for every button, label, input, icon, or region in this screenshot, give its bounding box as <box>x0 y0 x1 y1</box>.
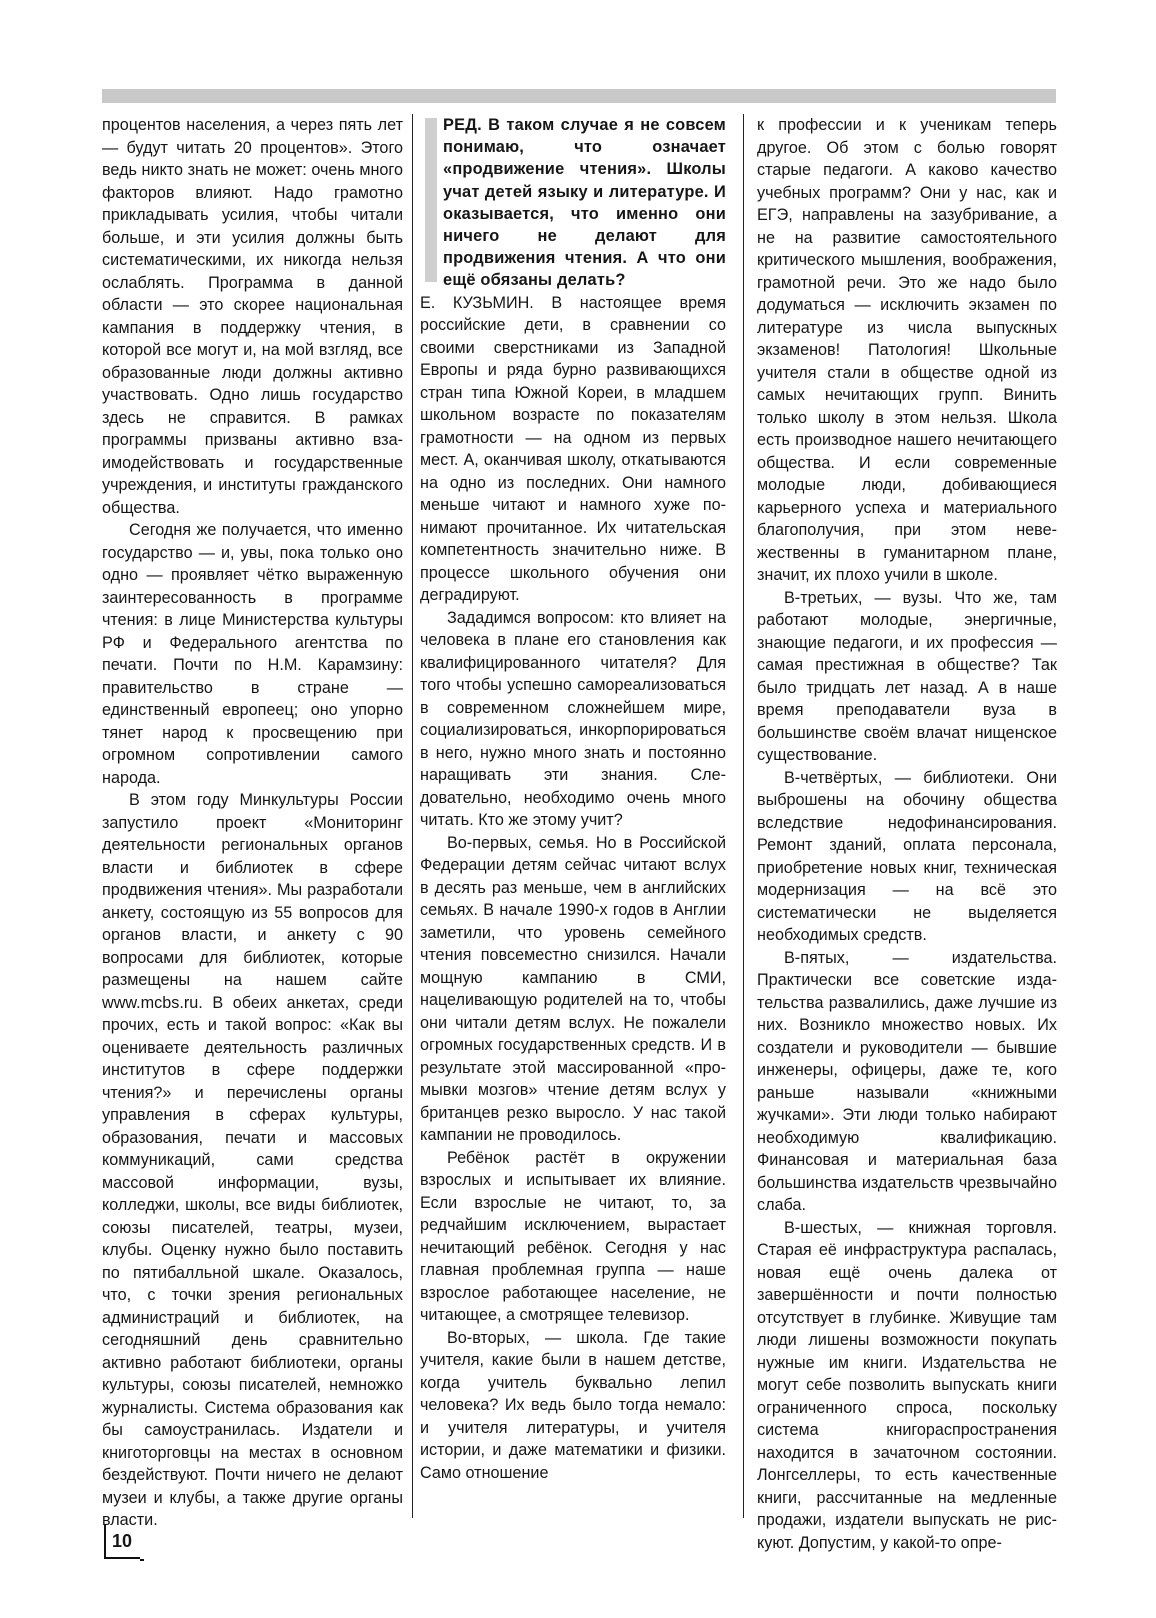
editor-question <box>420 114 726 292</box>
text-column-2 <box>420 114 726 1518</box>
paragraph: Ребёнок растёт в окружении взрослых и испытывает их влияние. Если взрослые не читают, то, за редчайшим исключением, вырастает нечитающий ребёнок. Сегодня у нас главная проблемная группа — наше взрослое работающее население, не читающее, а смотрящее телевизор. <box>420 1148 726 1325</box>
question-text: РЕД. В таком случае я не совсем понимаю, что означает «продвижение чтения». Школы учат детей языку и литературе. И оказывается, что именно они ничего не делают для продвижения чтения. А что они ещё обязаны делать? <box>443 116 726 290</box>
paragraph: Сегодня же получается, что именно государство — и, увы, пока только оно одно — проявляет чётко выраженную заинтересованность в программе чтения: в лице Министерства культуры РФ и Федерального агентства по печати. Почти по Н.М. Карамзину: правительство в стране — единственный европеец; оно упорно тянет народ к просвещению при огромном сопротивлении самого народа. <box>102 521 403 787</box>
paragraph: процентов населения, а через пять лет — будут читать 20 процентов». Этого ведь никто знать не может: очень много факторов влияют. Надо грамотно прикладывать усилия, чтобы читали больше, и эти усилия должны быть систематическими, их никогда нельзя ослаблять. Программа в данной области — это скорее национальная кампания в поддержку чтения, в которой все могут и, на мой взгляд, все образованные люди должны активно участвовать. Одно лишь государство здесь не справится. В рамках программы призваны активно взаимодействовать и государственные учреждения, и институты гражданского общества. <box>102 116 403 517</box>
text-column-3 <box>757 114 1057 1552</box>
paragraph: В этом году Минкультуры России запустило проект «Мониторинг деятельности региональных органов власти и библиотек в сфере продвижения чтения». Мы разработали анкету, состоящую из 55 вопросов для органов власти, и анкету с 90 вопросами для библиотек, которые размещены на нашем сайте www.mcbs.ru. В обеих анкетах, среди прочих, есть и такой вопрос: «Как вы оцениваете деятельность различных институтов в сфере поддержки чтения?» и перечислены органы управления в сферах культуры, образования, печати и массовых коммуникаций, сами средства массовой информации, вузы, колледжи, школы, все виды библиотек, союзы писателей, театры, музеи, клубы. Оценку нужно было поставить по пятибалльной шкале. Оказалось, что, с точки зрения региональных администраций и библиотек, на сегодняшний день сравнительно активно работают библиотеки, органы культуры, союзы писателей, немножко журналисты. Система образования как бы самоустранилась. Издатели и книготорговцы на местах в основном бездействуют. Почти ничего не делают музеи и клубы, а также другие органы власти. <box>102 791 403 1529</box>
column-divider-1 <box>412 114 413 1518</box>
column-divider-2 <box>743 114 744 1518</box>
paragraph: Е. КУЗЬМИН. В настоящее время российские дети, в сравнении со своими сверстниками из Западной Европы и ряда бурно развивающихся стран типа Южной Кореи, в младшем школьном возрасте по показателям грамотности — на одном из первых мест. А, оканчивая школу, откатываются на одно из последних. Они намного меньше читают и намного хуже понимают прочитанное. Их читательская компетентность значительно ниже. В процессе школьного обучения они деградируют. <box>420 293 726 605</box>
paragraph: к профессии и к ученикам теперь другое. Об этом с болью говорят старые педагоги. А каково качество учебных программ? Они у нас, как и ЕГЭ, направлены на зазубривание, а не на развитие самостоятельного критического мышления, воображения, грамотной речи. Это же надо было додуматься — исключить экзамен по литературе из числа выпускных экзаменов! Патология! Школьные учителя стали в обществе одной из самых нечитающих групп. Винить только школу в этом нельзя. Школа есть производное нашего нечитающего общества. И если современные молодые люди, добивающиеся карьерного успеха и материального благополучия, при этом невежественны в гуманитарном плане, значит, их плохо учили в школе. <box>757 116 1057 584</box>
top-decorative-bar <box>102 89 1056 103</box>
paragraph: В-пятых, — издательства. Практически все советские издательства развалились, даже лучшие из них. Возникло множество новых. Их создатели и руководители — бывшие инженеры, офицеры, даже те, кого раньше называли «книжными жучками». Эти люди только набирают необходимую квалификацию. Финансовая и материальная база большинства издательств чрезвычайно слаба. <box>757 948 1057 1214</box>
paragraph: В-третьих, — вузы. Что же, там работают молодые, энергичные, знающие педагоги, и их профессия — самая престижная в обществе? Так было тридцать лет назад. А в наше время преподаватели вуза в большинстве своём влачат нищенское существование. <box>757 588 1057 764</box>
paragraph: В-шестых, — книжная торговля. Старая её инфраструктура распалась, новая ещё очень далека от завершённости и почти полностью отсутствует в глубинке. Живущие там люди лишены возможности покупать нужные им книги. Издательства не могут себе позволить выпускать книги ограниченного спроса, поскольку система книгораспространения находится в зачаточном состоянии. Лонгселлеры, то есть качественные книги, рассчитанные на медленные продажи, издатели выпускать не рискуют. Допустим, у какой-то опре- <box>757 1218 1057 1552</box>
page-number: 10 <box>104 1524 140 1559</box>
paragraph: Во-вторых, — школа. Где такие учителя, какие были в нашем детстве, когда учитель буквально лепил человека? Их ведь было тогда немало: и учителя литературы, и учителя истории, и даже математики и физики. Само отношение <box>420 1328 726 1482</box>
text-column-1 <box>102 114 403 1529</box>
paragraph: В-четвёртых, — библиотеки. Они выброшены на обочину общества вследствие недофинансирования. Ремонт зданий, оплата персонала, приобретение новых книг, техническая модернизация — на всё это систематически не выделяется необходимых средств. <box>757 768 1057 944</box>
page-number-rule <box>140 1559 144 1561</box>
paragraph: Во-первых, семья. Но в Российской Федерации детям сейчас читают вслух в десять раз меньше, чем в английских семьях. В начале 1990-х годов в Англии заметили, что уровень семейного чтения повсеместно снизился. Начали мощную кампанию в СМИ, нацеливающую родителей на то, чтобы они читали детям вслух. Не пожалели огромных государственных средств. И в результате этой массированной «промывки мозгов» чтение детям вслух у британцев резко выросло. У нас такой кампании не проводилось. <box>420 833 726 1145</box>
question-accent-bar <box>425 118 437 282</box>
paragraph: Зададимся вопросом: кто влияет на человека в плане его становления как квалифицированного читателя? Для того чтобы успешно самореализоваться в современном сложнейшем мире, социализироваться, инкорпорироваться в него, нужно много знать и постоянно наращивать эти знания. Следовательно, необходимо очень много читать. Кто же этому учит? <box>420 608 726 830</box>
